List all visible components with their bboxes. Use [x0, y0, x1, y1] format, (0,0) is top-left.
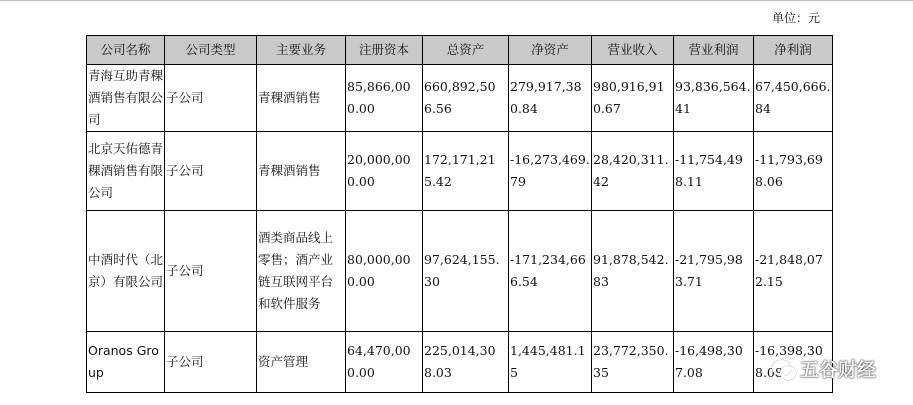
cell-company-name: 中酒时代（北京）有限公司 [87, 211, 165, 332]
table-row [87, 211, 833, 332]
header-main-business: 主要业务 [257, 36, 346, 65]
header-revenue: 营业收入 [592, 36, 674, 65]
cell-registered-capital: 80,000,000.00 [346, 211, 423, 332]
wechat-chat-bubbles-icon [772, 356, 796, 380]
cell-registered-capital: 64,470,000.00 [346, 332, 423, 393]
cell-main-business: 酒类商品线上零售；酒产业链互联网平台和软件服务 [257, 211, 346, 332]
cell-net-profit: -16,398,308.08 [754, 332, 833, 393]
cell-total-assets: 660,892,506.56 [423, 65, 509, 132]
cell-company-type: 子公司 [165, 332, 257, 393]
cell-registered-capital: 20,000,000.00 [346, 132, 423, 211]
cell-net-assets: -171,234,666.54 [509, 211, 592, 332]
cell-net-assets: -16,273,469.79 [509, 132, 592, 211]
cell-company-name: 青海互助青稞酒销售有限公司 [87, 65, 165, 132]
table-row [87, 332, 833, 393]
cell-net-profit: 67,450,666.84 [754, 65, 833, 132]
cell-net-profit: -11,793,698.06 [754, 132, 833, 211]
header-net-assets: 净资产 [509, 36, 592, 65]
cell-net-assets: 1,445,481.15 [509, 332, 592, 393]
watermark-text: 五谷财经 [800, 358, 877, 381]
header-company-type: 公司类型 [165, 36, 257, 65]
cell-company-type: 子公司 [165, 211, 257, 332]
table-row [87, 132, 833, 211]
header-operating-profit: 营业利润 [674, 36, 754, 65]
cell-revenue: 91,878,542.83 [592, 211, 674, 332]
cell-operating-profit: 93,836,564.41 [674, 65, 754, 132]
cell-net-assets: 279,917,380.84 [509, 65, 592, 132]
table-header-row [87, 36, 833, 65]
cell-revenue: 23,772,350.35 [592, 332, 674, 393]
cell-company-name: Oranos Group [87, 332, 165, 393]
subsidiary-financial-table [86, 35, 833, 393]
table-row [87, 65, 833, 132]
unit-label: 单位：元 [772, 11, 821, 25]
header-registered-capital: 注册资本 [346, 36, 423, 65]
cell-main-business: 资产管理 [257, 332, 346, 393]
cell-company-name: 北京天佑德青稞酒销售有限公司 [87, 132, 165, 211]
cell-registered-capital: 85,866,000.00 [346, 65, 423, 132]
cell-operating-profit: -16,498,307.08 [674, 332, 754, 393]
watermark [772, 353, 876, 383]
cell-operating-profit: -21,795,983.71 [674, 211, 754, 332]
cell-main-business: 青稞酒销售 [257, 65, 346, 132]
cell-revenue: 980,916,910.67 [592, 65, 674, 132]
header-total-assets: 总资产 [423, 36, 509, 65]
cell-company-type: 子公司 [165, 132, 257, 211]
header-company-name: 公司名称 [87, 36, 165, 65]
cell-net-profit: -21,848,072.15 [754, 211, 833, 332]
cell-main-business: 青稞酒销售 [257, 132, 346, 211]
cell-total-assets: 172,171,215.42 [423, 132, 509, 211]
header-net-profit: 净利润 [754, 36, 833, 65]
cell-total-assets: 225,014,308.03 [423, 332, 509, 393]
cell-revenue: 28,420,311.42 [592, 132, 674, 211]
cell-operating-profit: -11,754,498.11 [674, 132, 754, 211]
cell-total-assets: 97,624,155.30 [423, 211, 509, 332]
top-divider [0, 0, 913, 1]
cell-company-type: 子公司 [165, 65, 257, 132]
